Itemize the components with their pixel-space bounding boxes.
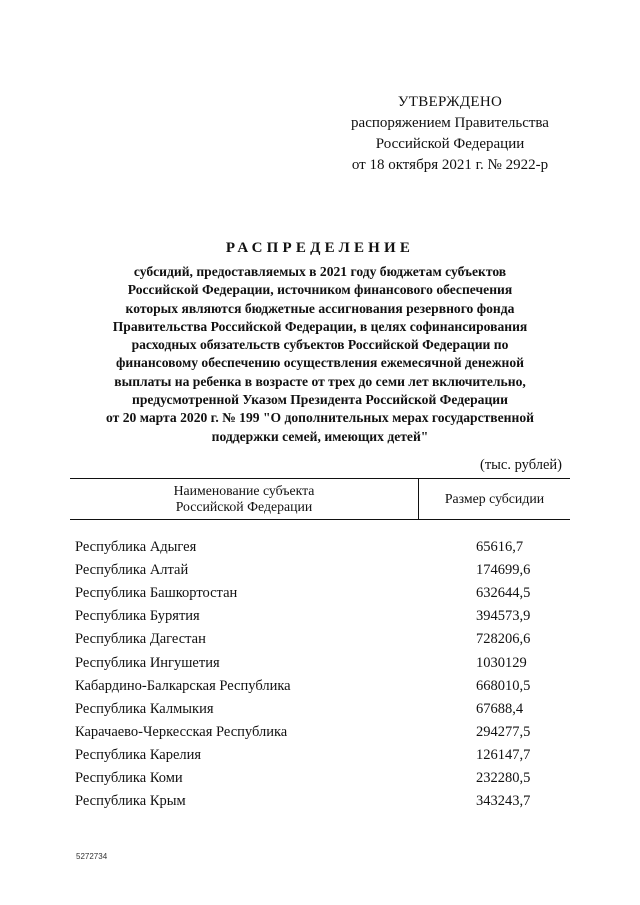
subsidy-table (70, 478, 570, 813)
table-row (70, 698, 570, 721)
table-row (70, 721, 570, 744)
table-row (70, 605, 570, 628)
approval-line-3: от 18 октября 2021 г. № 2922-р (351, 157, 549, 173)
header-subsidy-amount: Размер субсидии (418, 479, 570, 519)
document-subtitle (70, 263, 570, 446)
table-row (70, 675, 570, 698)
row-subject: Карачаево-Черкесская Республика (75, 723, 288, 740)
table-row (70, 582, 570, 605)
table-row (70, 744, 570, 767)
document-title: РАСПРЕДЕЛЕНИЕ (225, 240, 415, 256)
approval-block (330, 92, 570, 176)
row-amount: 728206,6 (476, 631, 531, 648)
row-subject: Республика Коми (75, 769, 183, 786)
approval-heading: УТВЕРЖДЕНО (397, 94, 503, 110)
row-amount: 343243,7 (476, 793, 531, 810)
subtitle-line: Правительства Российской Федерации, в целях софинансирования (112, 318, 528, 334)
units-label: (тыс. рублей) (480, 457, 562, 473)
row-subject: Республика Калмыкия (75, 700, 214, 717)
table-row (70, 767, 570, 790)
header-subject-line-1: Наименование субъекта (173, 483, 315, 498)
row-amount: 174699,6 (476, 562, 531, 579)
row-subject: Республика Башкортостан (75, 585, 238, 602)
table-header (70, 478, 570, 520)
subtitle-line: которых являются бюджетные ассигнования резервного фонда (125, 300, 515, 316)
table-row (70, 536, 570, 559)
document-number: 5272734 (76, 852, 108, 861)
table-row (70, 651, 570, 674)
row-amount: 632644,5 (476, 585, 531, 602)
subtitle-line: предусмотренной Указом Президента Российской Федерации (132, 392, 508, 408)
header-subject-line-2: Российской Федерации (175, 499, 313, 514)
header-subject-name (70, 479, 418, 519)
row-subject: Республика Бурятия (75, 608, 200, 625)
approval-line-1: распоряжением Правительства (351, 115, 549, 131)
row-subject: Кабардино-Балкарская Республика (75, 677, 291, 694)
row-amount: 294277,5 (476, 723, 531, 740)
row-subject: Республика Дагестан (75, 631, 206, 648)
subtitle-line: финансовому обеспечению осуществления ежемесячной денежной (115, 355, 525, 371)
row-subject: Республика Крым (75, 793, 186, 810)
row-amount: 65616,7 (476, 539, 524, 556)
subtitle-line: от 20 марта 2020 г. № 199 "О дополнительных мерах государственной (106, 410, 534, 426)
row-amount: 67688,4 (476, 700, 524, 717)
subtitle-line: Российской Федерации, источником финансового обеспечения (127, 282, 513, 298)
row-amount: 126147,7 (476, 746, 531, 763)
row-amount: 394573,9 (476, 608, 531, 625)
row-amount: 668010,5 (476, 677, 531, 694)
subtitle-line: поддержки семей, имеющих детей" (211, 428, 429, 444)
approval-line-2: Российской Федерации (375, 136, 525, 152)
table-row (70, 559, 570, 582)
subtitle-line: расходных обязательств субъектов Российской Федерации по (131, 337, 509, 353)
subtitle-line: выплаты на ребенка в возрасте от трех до семи лет включительно, (114, 373, 526, 389)
row-subject: Республика Карелия (75, 746, 202, 763)
row-subject: Республика Ингушетия (75, 654, 220, 671)
row-amount: 232280,5 (476, 769, 531, 786)
subtitle-line: субсидий, предоставляемых в 2021 году бюджетам субъектов (133, 264, 507, 279)
table-row (70, 790, 570, 813)
table-row (70, 628, 570, 651)
row-subject: Республика Алтай (75, 562, 189, 579)
row-amount: 1030129 (476, 654, 527, 671)
table-body (70, 536, 570, 813)
row-subject: Республика Адыгея (75, 539, 197, 556)
